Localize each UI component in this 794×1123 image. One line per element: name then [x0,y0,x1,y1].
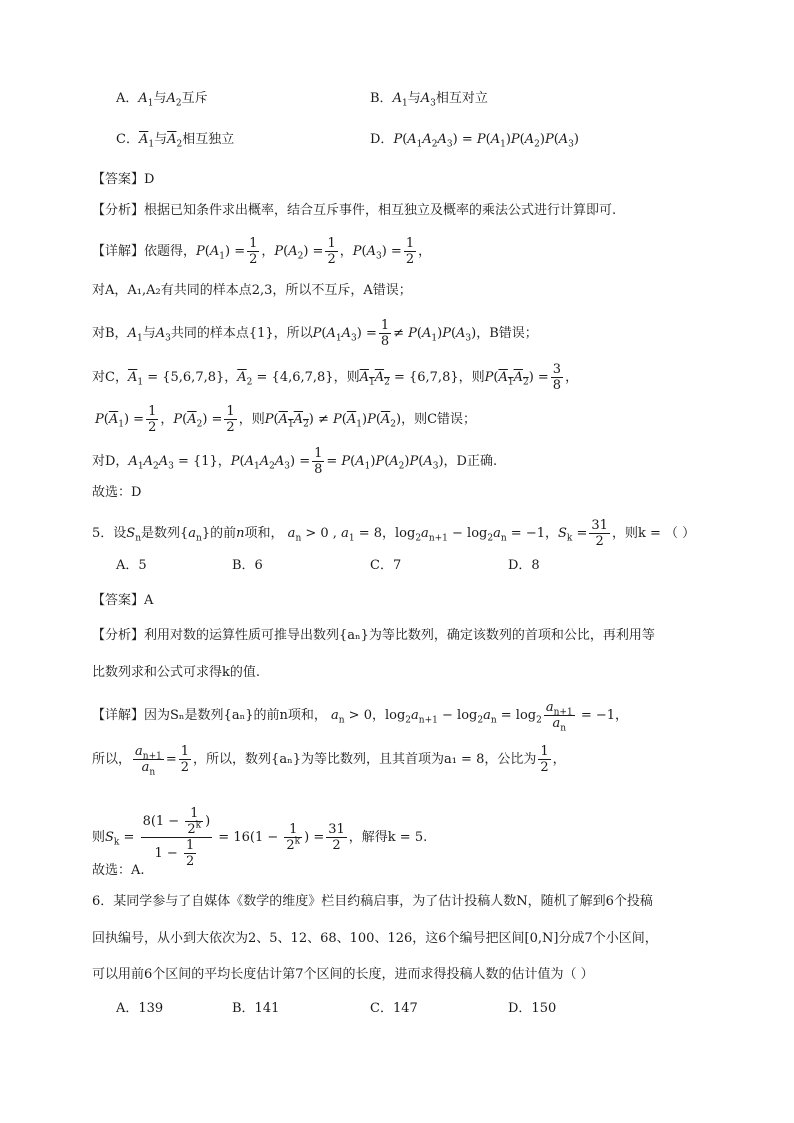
q6-option-d: D．150 [508,1001,557,1016]
option-letter: B． [370,91,393,106]
q6-stem-line3: 可以用前6个区间的平均长度估计第7个区间的长度，进而求得投稿人数的估计值为（ ） [92,967,594,982]
q6-option-c: C．147 [370,1001,418,1016]
q4-detail-line2: 对A，A₁,A₂有共同的样本点2,3，所以不互斥，A错误； [92,283,412,298]
q5-option-a: A．5 [116,558,147,573]
q6-stem-line1: 6．某同学参与了自媒体《数学的维度》栏目约稿启事，为了估计投稿人数N，随机了解到6个投稿 [92,894,653,909]
q5-analysis-line2: 比数列求和公式可求得k的值. [92,665,261,680]
q5-select: 故选：A. [92,863,145,878]
q6-option-a: A．139 [116,1001,164,1016]
q4-option-b: B．$A_1$与$A_3$相互对立 [370,91,488,109]
q4-detail-line1: 【详解】依题得，$P(A_1)$ = $\frac{1}{2}$ ，$P(A_2)$ = $\frac{1}{2}$ ，$P(A_3)$ = $\frac{1}{2}$ ， [92,236,432,267]
q4-detail-line4: 对C，$\overline{A}_1 = \{5,6,7,8\}$，$\overline{A}_2 = \{4,6,7,8\}$，则$A_1A_2 = \{6,7,8\}$，则$P(A_1A_2)$ = $\frac{3}{8}$ ， [92,362,579,393]
q5-detail-line3: 则$S_k$ = 8(1 − $\frac{1}{2^k}$ ) 1 − $\frac{1}{2}$ = 16(1 − $\frac{1}{2^k}$ ) = $\frac{31}{2}$ ，解得k = 5. [92,806,428,869]
q4-detail-line6: 对D，$A_1A_2A_3 = \{1\}$，$P(A_1A_2A_3)$ = $\frac{1}{8}$ = $P(A_1)P(A_2)P(A_3)$，D正确. [92,446,498,477]
q5-option-c: C．7 [370,558,402,573]
option-letter: C． [116,132,139,147]
q4-option-d: D．$P(A_1A_2A_3) = P(A_1)P(A_2)P(A_3)$ [370,132,579,150]
q5-analysis-line1: 【分析】利用对数的运算性质可推导出数列{aₙ}为等比数列，确定该数列的首项和公比，再利用等 [92,628,655,643]
q4-analysis: 【分析】根据已知条件求出概率，结合互斥事件，相互独立及概率的乘法公式进行计算即可. [92,203,617,218]
q4-select: 故选：D [92,485,142,500]
q4-option-a: A．$A_1$与$A_2$互斥 [116,91,208,109]
q4-answer: 【答案】D [92,172,155,187]
q5-answer: 【答案】A [92,593,154,608]
q6-stem-line2: 回执编号，从小到大依次为2、5、12、68、100、126，这6个编号把区间[0,N]分成7个小区间， [92,931,658,946]
q4-detail-line3: 对B，$A_1$与$A_3$共同的样本点{1}，所以$P(A_1A_3)$ = $\frac{1}{8}$ ≠ $P(A_1)P(A_3)$，B错误； [92,318,538,349]
q5-option-b: B．6 [232,558,263,573]
option-letter: A． [116,91,139,106]
q5-option-d: D．8 [508,558,540,573]
option-letter: D． [370,132,394,147]
q6-option-b: B．141 [232,1001,280,1016]
q5-stem: 5．设$S_n$是数列$\{a_n\}$的前n项和， $a_n > 0$ , $a_1 = 8$，$\log_2a_{n+1} - \log_2a_n = -1$，$S_k$ = $\frac{31}{2}$ ，则k = （ ） [92,518,696,549]
q5-detail-line2: 所以， $\frac{a_{n+1}}{a_n}$ = $\frac{1}{2}$ ，所以，数列{aₙ}为等比数列，且其首项为a₁ = 8，公比为 $\frac{1}{2}$ ， [92,744,566,778]
q5-detail-line1: 【详解】因为Sₙ是数列{aₙ}的前n项和， $a_n > 0$，$\log_2a_{n+1} - \log_2a_n = \log_2$ $\frac{a_{n+1}}{a_n}$ = −1， [92,700,629,734]
q4-detail-line5: $P(\overline{A}_1)$ = $\frac{1}{2}$ ，$P(\overline{A}_2)$ = $\frac{1}{2}$ ，则$P(A_1A_2) \ne P(\overline{A}_1)P(\overline{A}_2)$，则C错误； [95,404,477,435]
q4-option-c: C．$\overline{A}_1$与$\overline{A}_2$相互独立 [116,132,235,150]
